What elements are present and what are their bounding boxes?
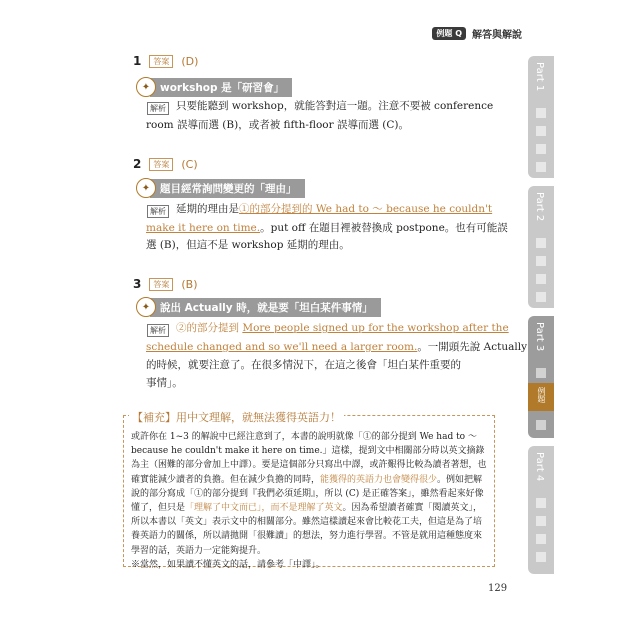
tab-part-2[interactable]: Part 2 (528, 186, 554, 308)
q2-explanation-line: 延期的理由是①的部分提到的 We had to ～ because he couldn't (176, 203, 493, 215)
answer-tag: 答案 (149, 55, 173, 68)
lightbulb-icon: ✦ (136, 297, 156, 317)
point-text: 說出 Actually 時，就是要「坦白某件事情」 (150, 298, 381, 317)
lightbulb-icon: ✦ (136, 178, 156, 198)
explain-tag: 解析 (147, 324, 169, 337)
q3-explanation-line: schedule changed and so we'll need a larger room.。一開頭先說 Actually (146, 341, 528, 353)
q1-point-banner (136, 77, 292, 97)
header-tag: 例題 Q (432, 27, 466, 40)
answer-tag: 答案 (149, 158, 173, 171)
q2-point-banner (136, 178, 305, 198)
answer-value: (D) (181, 54, 199, 68)
q3-explanation-line: ②的部分提到 More people signed up for the workshop after the (176, 322, 509, 334)
tab-highlight: 例題 (528, 383, 554, 411)
header-title: 解答與解說 (472, 30, 522, 41)
q3-point-banner (136, 297, 381, 317)
q1-explanation-line: room 誤導而選 (B)，或者被 fifth-floor 誤導而選 (C)。 (146, 119, 410, 131)
answer-value: (C) (181, 157, 198, 171)
q3-explanation-line: 事情」。 (146, 377, 183, 389)
supplement-body: 或許你在 1~3 的解說中已經注意到了，本書的說明就像「①的部分提到 We had to ～ because he couldn't make it here on time.」這樣，提到文中相關部分時以英文摘錄為主（困難的部分會加上中譯）。要是這個部分只寫出中譯，或許艱得比較為讀者著想，也確實能減少讀者的負擔。但在減少負擔的同時，能獲得的英語力也會變得很少。例如把解說的部分寫成「①的部分提到『我們必須延期』，所以 (C) 是正確答案」，雖然看起來好像懂了，但只是「理解了中文而已」，而不是理解了英文。因為希望讀者確實「閱讀英文」，所以本書以「英文」表示文中的相關部分。雖然這樣讀起來會比較花工夫，但這是為了培養英語力的關係，所以請拋開「很難讀」的想法，努力進行學習。不管是就用這種態度來學習的話，英語力一定能夠提升。 ※當然，如果讀不懂英文的話，請參考「中譯」。 (131, 432, 487, 570)
page-number: 129 (488, 583, 508, 594)
question-number: 3 (133, 277, 142, 291)
answer-tag: 答案 (149, 278, 173, 291)
explain-tag: 解析 (147, 205, 169, 218)
q2-explanation-line: 選 (B)，但這不是 workshop 延期的理由。 (146, 239, 350, 251)
q2-answer-row (133, 157, 198, 171)
point-text: 題目經常詢問變更的「理由」 (150, 179, 305, 198)
page-header (432, 26, 522, 41)
q2-explanation-line: make it here on time.。put off 在題目裡被替換成 postpone。也有可能誤 (146, 222, 508, 234)
question-number: 2 (133, 157, 142, 171)
q3-answer-row (133, 277, 198, 291)
q1-explanation-line: 只要能聽到 workshop，就能答對這一題。注意不要被 conference (176, 100, 494, 112)
tab-part-3[interactable]: Part 3 (528, 316, 554, 438)
tab-part-4[interactable]: Part 4 (528, 446, 554, 574)
q1-answer-row (133, 54, 198, 68)
point-text: workshop 是「研習會」 (150, 78, 292, 97)
answer-value: (B) (181, 277, 198, 291)
tab-part-1[interactable]: Part 1 (528, 56, 554, 178)
explain-tag: 解析 (147, 102, 169, 115)
lightbulb-icon: ✦ (136, 77, 156, 97)
supplement-title: 【補充】用中文理解，就無法獲得英語力！ (129, 409, 344, 425)
question-number: 1 (133, 54, 142, 68)
q3-explanation-line: 的時候，就要注意了。在很多情況下，在這之後會「坦白某件重要的 (146, 359, 461, 371)
